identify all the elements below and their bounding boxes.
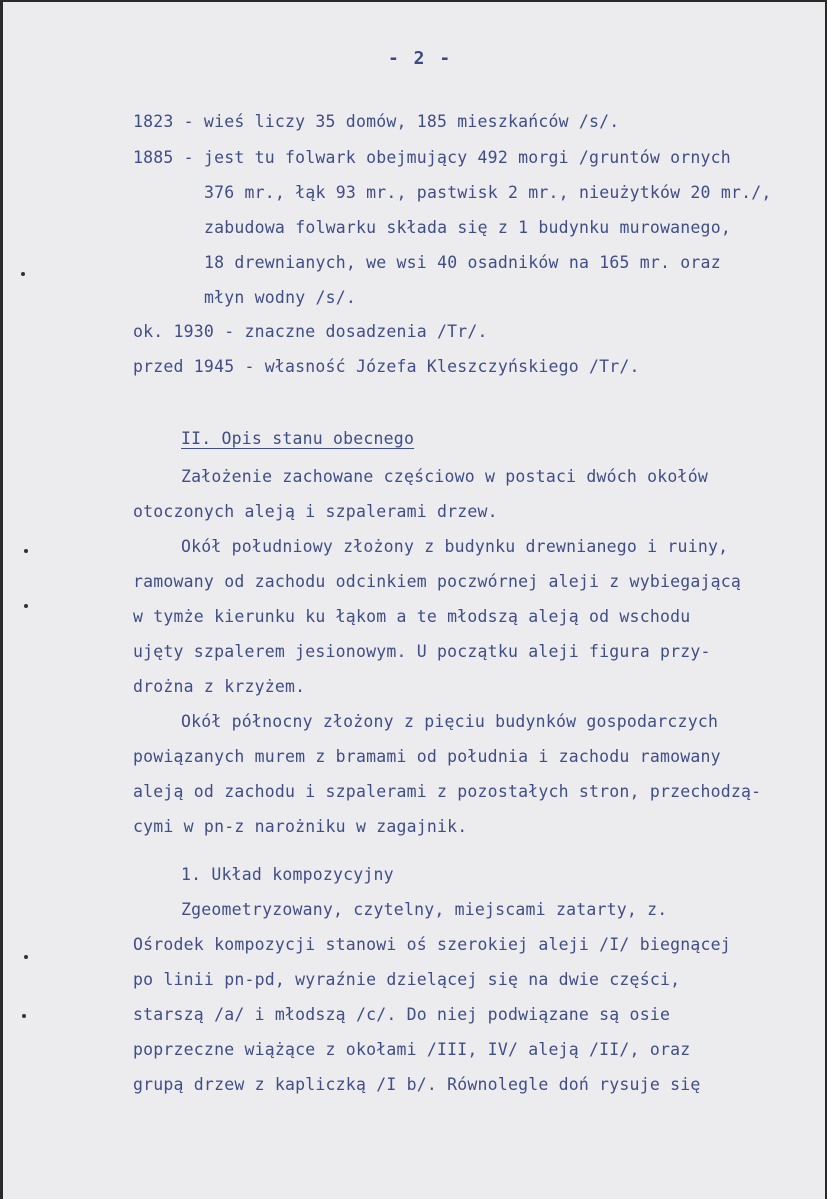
paragraph-line: grupą drzew z kapliczką /I b/. Równolegle doń rysuje się <box>133 1075 701 1094</box>
history-line: 376 mr., łąk 93 mr., pastwisk 2 mr., nieużytków 20 mr./, <box>204 183 772 202</box>
history-line: przed 1945 - własność Józefa Kleszczyńskiego /Tr/. <box>133 357 640 376</box>
paragraph-line: powiązanych murem z bramami od południa i zachodu ramowany <box>133 747 721 766</box>
margin-speck <box>24 604 28 608</box>
history-line: młyn wodny /s/. <box>204 288 357 307</box>
paragraph-line: otoczonych aleją i szpalerami drzew. <box>133 502 498 521</box>
paragraph-line: Ośrodek kompozycji stanowi oś szerokiej aleji /I/ biegnącej <box>133 935 731 954</box>
paragraph-line: starszą /a/ i młodszą /c/. Do niej podwiązane są osie <box>133 1005 671 1024</box>
paragraph-line: cymi w pn-z narożniku w zagajnik. <box>133 817 468 836</box>
paragraph-line: w tymże kierunku ku łąkom a te młodszą aleją od wschodu <box>133 607 691 626</box>
paragraph-line: Zgeometryzowany, czytelny, miejscami zatarty, z. <box>181 900 668 919</box>
paragraph-line: ramowany od zachodu odcinkiem poczwórnej aleji z wybiegającą <box>133 572 742 591</box>
history-line: 1823 - wieś liczy 35 domów, 185 mieszkańców /s/. <box>133 112 620 131</box>
paragraph-line: drożna z krzyżem. <box>133 677 306 696</box>
section-heading: II. Opis stanu obecnego <box>181 429 415 448</box>
paragraph-line: aleją od zachodu i szpalerami z pozostałych stron, przechodzą- <box>133 782 762 801</box>
paragraph-line: ujęty szpalerem jesionowym. U początku aleji figura przy- <box>133 642 711 661</box>
history-line: zabudowa folwarku składa się z 1 budynku murowanego, <box>204 218 731 237</box>
history-line: 1885 - jest tu folwark obejmujący 492 morgi /gruntów ornych <box>133 148 731 167</box>
paragraph-line: po linii pn-pd, wyraźnie dzielącej się na dwie części, <box>133 970 681 989</box>
history-line: ok. 1930 - znaczne dosadzenia /Tr/. <box>133 322 488 341</box>
margin-speck <box>24 955 28 959</box>
margin-speck <box>21 272 25 276</box>
paragraph-line: poprzeczne wiążące z okołami /III, IV/ aleją /II/, oraz <box>133 1040 691 1059</box>
paragraph-line: Okół południowy złożony z budynku drewnianego i ruiny, <box>181 537 729 556</box>
subsection-heading: 1. Układ kompozycyjny <box>181 865 394 884</box>
paragraph-line: Założenie zachowane częściowo w postaci dwóch okołów <box>181 467 708 486</box>
margin-speck <box>22 1014 26 1018</box>
paragraph-line: Okół północny złożony z pięciu budynków gospodarczych <box>181 712 719 731</box>
history-line: 18 drewnianych, we wsi 40 osadników na 165 mr. oraz <box>204 253 721 272</box>
margin-speck <box>24 549 28 553</box>
page-number: - 2 - <box>388 48 453 69</box>
